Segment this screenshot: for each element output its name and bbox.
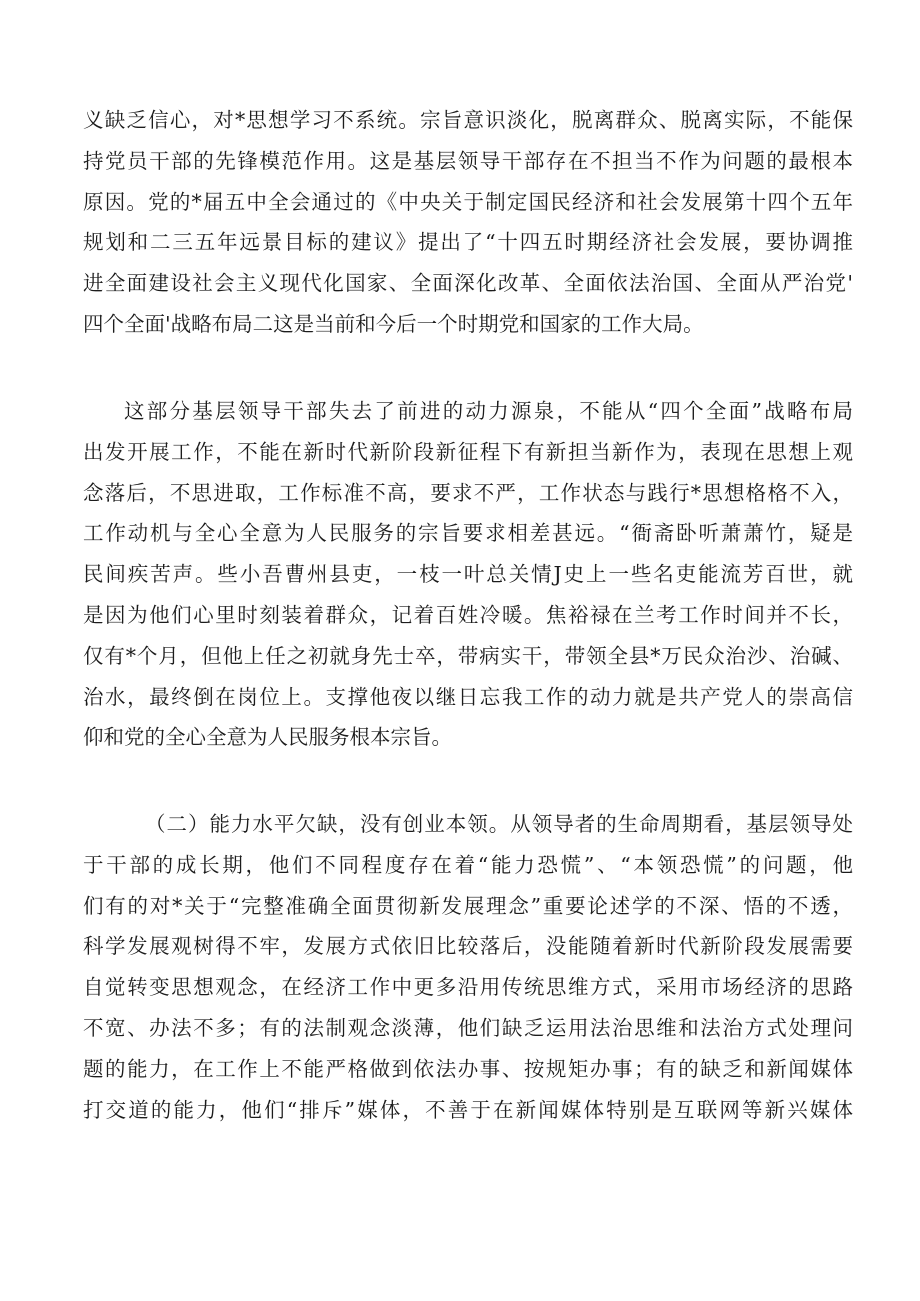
paragraph-3 xyxy=(83,804,853,1130)
paragraph-line: 科学发展观树得不牢，发展方式依旧比较落后，没能随着新时代新阶段发展需要 xyxy=(83,934,853,959)
paragraph-1 xyxy=(83,100,853,345)
paragraph-line: 仰和党的全心全意为人民服务根本宗旨。 xyxy=(83,725,452,750)
paragraph-line: 们有的对*关于“完整准确全面贯彻新发展理念”重要论述学的不深、悟的不透， xyxy=(83,893,853,918)
paragraph-line: 打交道的能力，他们“排斥”媒体，不善于在新闻媒体特别是互联网等新兴媒体 xyxy=(83,1097,853,1122)
paragraph-line: （二）能力水平欠缺，没有创业本领。从领导者的生命周期看，基层领导处 xyxy=(145,812,853,836)
paragraph-line: 题的能力，在工作上不能严格做到依法办事、按规矩办事；有的缺乏和新闻媒体 xyxy=(83,1056,853,1081)
paragraph-line: 治水，最终倒在岗位上。支撑他夜以继日忘我工作的动力就是共产党人的崇高信 xyxy=(83,684,853,709)
paragraph-line: 四个全面'战略布局二这是当前和今后一个时期党和国家的工作大局。 xyxy=(83,311,704,336)
paragraph-line: 义缺乏信心，对*思想学习不系统。宗旨意识淡化，脱离群众、脱离实际，不能保 xyxy=(83,108,853,132)
paragraph-line: 原因。党的*届五中全会通过的《中央关于制定国民经济和社会发展第十四个五年 xyxy=(83,189,853,214)
paragraph-line: 不宽、办法不多；有的法制观念淡薄，他们缺乏运用法治思维和法治方式处理问 xyxy=(83,1015,853,1040)
paragraph-line: 念落后，不思进取，工作标准不高，要求不严，工作状态与践行*思想格格不入， xyxy=(83,480,853,505)
paragraph-2 xyxy=(83,391,853,758)
paragraph-line: 工作动机与全心全意为人民服务的宗旨要求相差甚远。“衙斋卧听萧萧竹，疑是 xyxy=(83,521,853,546)
paragraph-line: 持党员干部的先锋模范作用。这是基层领导干部存在不担当不作为问题的最根本 xyxy=(83,148,853,173)
paragraph-line: 是因为他们心里时刻装着群众，记着百姓冷暖。焦裕禄在兰考工作时间并不长， xyxy=(83,602,853,627)
paragraph-line: 仅有*个月，但他上任之初就身先士卒，带病实干，带领全县*万民众治沙、治碱、 xyxy=(83,643,853,668)
paragraph-line: 出发开展工作，不能在新时代新阶段新征程下有新担当新作为，表现在思想上观 xyxy=(83,439,853,464)
paragraph-line: 这部分基层领导干部失去了前进的动力源泉，不能从“四个全面”战略布局 xyxy=(124,399,853,423)
paragraph-line: 民间疾苦声。些小吾曹州县吏，一枝一叶总关情J史上一些名吏能流芳百世，就 xyxy=(83,562,853,587)
paragraph-line: 规划和二三五年远景目标的建议》提出了“十四五时期经济社会发展，要协调推 xyxy=(83,230,853,255)
paragraph-line: 自觉转变思想观念，在经济工作中更多沿用传统思维方式，采用市场经济的思路 xyxy=(83,975,853,1000)
paragraph-line: 于干部的成长期，他们不同程度存在着“能力恐慌”、“本领恐慌”的问题，他 xyxy=(83,852,853,877)
paragraph-line: 进全面建设社会主义现代化国家、全面深化改革、全面依法治国、全面从严治党' xyxy=(83,271,853,296)
